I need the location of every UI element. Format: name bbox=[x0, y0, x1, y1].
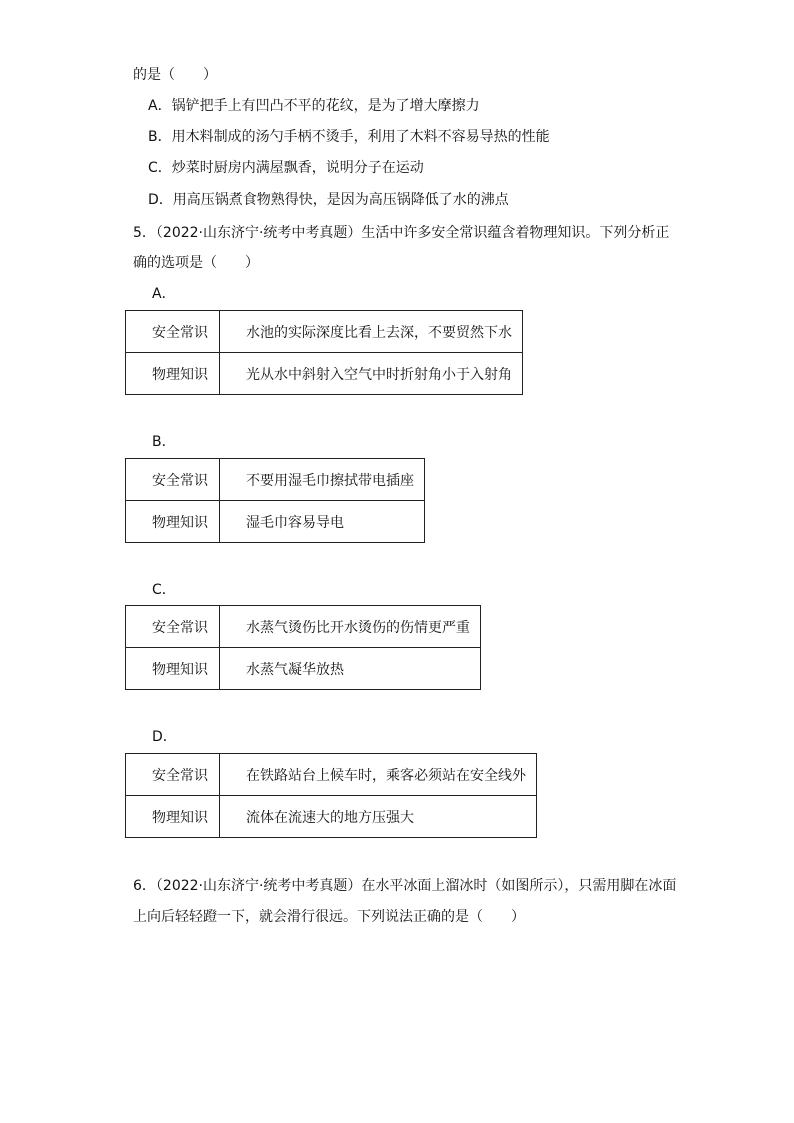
q5-option-d-label: D． bbox=[152, 729, 177, 745]
safety-label: 安全常识 bbox=[126, 459, 220, 501]
q5-option-b-label: B． bbox=[152, 434, 176, 450]
table-row bbox=[126, 606, 481, 648]
table-row bbox=[126, 501, 425, 543]
physics-text: 湿毛巾容易导电 bbox=[220, 501, 425, 543]
physics-label: 物理知识 bbox=[126, 353, 220, 395]
safety-text: 不要用湿毛巾擦拭带电插座 bbox=[220, 459, 425, 501]
q4-option-b: B．用木料制成的汤勺手柄不烫手，利用了木料不容易导热的性能 bbox=[148, 129, 550, 145]
safety-label: 安全常识 bbox=[126, 311, 220, 353]
physics-text: 光从水中斜射入空气中时折射角小于入射角 bbox=[220, 353, 523, 395]
table-row bbox=[126, 796, 537, 838]
q6-stem-line1: 6．（2022·山东济宁·统考中考真题）在水平冰面上溜冰时（如图所示），只需用脚在冰面 bbox=[133, 878, 677, 894]
q4-option-a: A．锅铲把手上有凹凸不平的花纹，是为了增大摩擦力 bbox=[148, 98, 480, 114]
q5-option-b-table bbox=[125, 458, 425, 543]
safety-text: 在铁路站台上候车时，乘客必须站在安全线外 bbox=[220, 754, 537, 796]
q5-option-a-table bbox=[125, 310, 523, 395]
q5-option-c-label: C． bbox=[152, 582, 176, 598]
physics-label: 物理知识 bbox=[126, 648, 220, 690]
safety-label: 安全常识 bbox=[126, 606, 220, 648]
table-row bbox=[126, 459, 425, 501]
safety-text: 水蒸气烫伤比开水烫伤的伤情更严重 bbox=[220, 606, 481, 648]
safety-text: 水池的实际深度比看上去深，不要贸然下水 bbox=[220, 311, 523, 353]
table-row bbox=[126, 648, 481, 690]
safety-label: 安全常识 bbox=[126, 754, 220, 796]
physics-text: 水蒸气凝华放热 bbox=[220, 648, 481, 690]
q4-stem-tail: 的是（ ） bbox=[133, 67, 217, 83]
physics-text: 流体在流速大的地方压强大 bbox=[220, 796, 537, 838]
q4-option-c: C．炒菜时厨房内满屋飘香，说明分子在运动 bbox=[148, 160, 424, 176]
q5-stem-line2: 确的选项是（ ） bbox=[133, 255, 259, 271]
physics-label: 物理知识 bbox=[126, 796, 220, 838]
physics-label: 物理知识 bbox=[126, 501, 220, 543]
q5-option-c-table bbox=[125, 605, 481, 690]
q6-stem-line2: 上向后轻轻蹬一下，就会滑行很远。下列说法正确的是（ ） bbox=[133, 909, 525, 925]
q5-stem-line1: 5．（2022·山东济宁·统考中考真题）生活中许多安全常识蕴含着物理知识。下列分析正 bbox=[133, 225, 670, 241]
table-row bbox=[126, 754, 537, 796]
q5-option-a-label: A． bbox=[152, 286, 176, 302]
table-row bbox=[126, 353, 523, 395]
q4-option-d: D．用高压锅煮食物熟得快，是因为高压锅降低了水的沸点 bbox=[148, 192, 509, 208]
table-row bbox=[126, 311, 523, 353]
q5-option-d-table bbox=[125, 753, 537, 838]
